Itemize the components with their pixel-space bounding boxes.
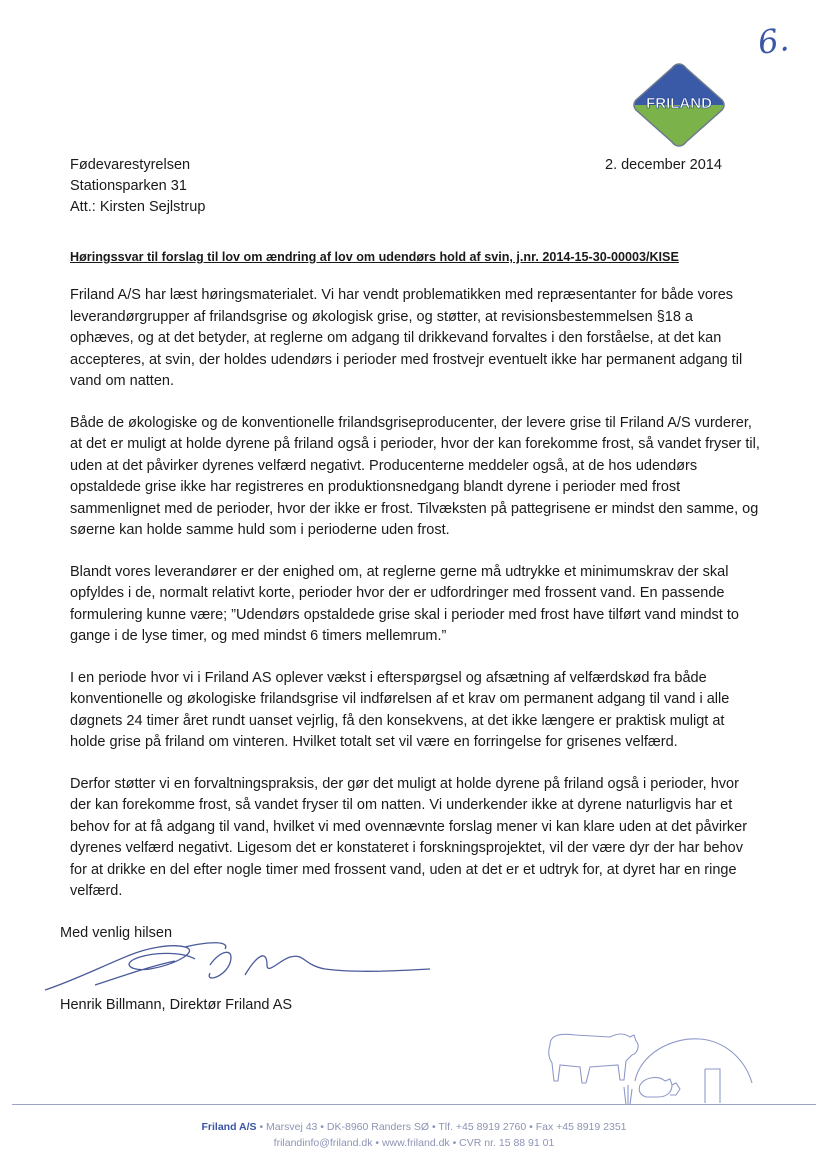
- footer-contact-line: frilandinfo@friland.dk • www.friland.dk • CVR nr. 15 88 91 01: [273, 1137, 555, 1149]
- body-paragraph: Friland A/S har læst høringsmaterialet. Vi har vendt problematikken med repræsentanter for både vores leverandørgrupper af frilandsgrise og økologisk grise, og støtter, at revisionsbestemmelsen §18 a ophæves, og at det betyder, at reglerne om adgang til drikkevand forvaltes i den forståelse, at det kan accepteres, at svin, der holdes udendørs i perioder med frostvejr eventuelt ikke har permanent adgang til vand om natten.: [70, 287, 743, 389]
- letter-date: 2. december 2014: [605, 157, 722, 173]
- body-paragraph: Både de økologiske og de konventionelle frilandsgriseproducenter, der levere grise til Friland A/S vurderer, at det er muligt at holde dyrene på friland også i perioder, hvor der kan forekomme frost, så vandet fryser til, uden at det påvirker dyrenes velfærd negativt. Producenterne meddeler også, at de hos udendørs opstaldede grise ikke har registreres en produktionsnedgang blandt dyrene i perioder med frost sammenlignet med de perioder, hvor der ikke er frost. Tilvæksten på pattegrisene er mindst den samme, og søerne kan holde samme huld som i perioderne uden frost.: [70, 414, 760, 538]
- closing-phrase: Med venlig hilsen: [60, 925, 173, 941]
- recipient-attention: Att.: Kirsten Sejlstrup: [70, 199, 206, 215]
- body-paragraph: Derfor støtter vi en forvaltningspraksis, der gør det muligt at holde dyrene på friland også i perioder, hvor der kan forekomme frost, så vandet fryser til om natten. Vi underkender ikke at dyrene naturligvis har et behov for at få adgang til vand, hvilket vi med ovennævnte forslag mener vi kan klare uden at det påvirker dyrenes velfærd negativt. Ligesom det er konstateret i forskningsprojektet, vil der være dyr der har behov for at drikke en del efter nogle timer med frossent vand, uden at det er et udtryk for, at dyret har en ringe velfærd.: [70, 775, 748, 899]
- letter-subject: Høringssvar til forslag til lov om ændring af lov om udendørs hold af svin, j.nr. 2014-15-30-00003/KISE: [70, 250, 679, 264]
- footer-company: Friland A/S: [201, 1121, 257, 1133]
- signer-name: Henrik Billmann, Direktør Friland AS: [60, 997, 293, 1013]
- signature-block: [60, 925, 460, 1025]
- footer-address: • Marsvej 43 • DK-8960 Randers SØ • Tlf. +45 8919 2760 • Fax +45 8919 2351: [256, 1121, 627, 1133]
- footer-divider: [12, 1104, 816, 1105]
- logo-text: FRILAND: [646, 95, 712, 112]
- letterhead-footer: [0, 1119, 828, 1151]
- friland-logo: [630, 60, 728, 150]
- letter-body: [70, 285, 760, 923]
- recipient-address: [70, 155, 205, 218]
- cow-pig-illustration: [540, 1025, 755, 1107]
- footer-address-line: [0, 1119, 828, 1135]
- body-paragraph: Blandt vores leverandører er der enighed om, at reglerne gerne må udtrykke et minimumskrav der skal opfyldes i de, normalt relativt korte, perioder hvor der er udfordringer med frossent vand. En passende formulering kunne være; ”Udendørs opstaldede grise skal i perioder med frost have tilført vand mindst to gange i de lyse timer, og med mindst 6 timers mellemrum.”: [70, 563, 739, 644]
- body-paragraph: I en periode hvor vi i Friland AS oplever vækst i efterspørgsel og afsætning af velfærdskød fra både konventionelle og økologiske frilandsgrise vil indførelsen af et krav om permanent adgang til vand i alle døgnets 24 timer året rundt uanset vejrlig, få den konsekvens, at det ikke længere er praktisk muligt at holde grise på friland om vinteren. Hvilket totalt set vil være en forringelse for grisenes velfærd.: [70, 669, 730, 750]
- handwritten-signature: [35, 935, 435, 1005]
- recipient-name: Fødevarestyrelsen: [70, 157, 191, 173]
- recipient-street: Stationsparken 31: [70, 178, 187, 194]
- handwritten-page-number: 6.: [755, 20, 792, 62]
